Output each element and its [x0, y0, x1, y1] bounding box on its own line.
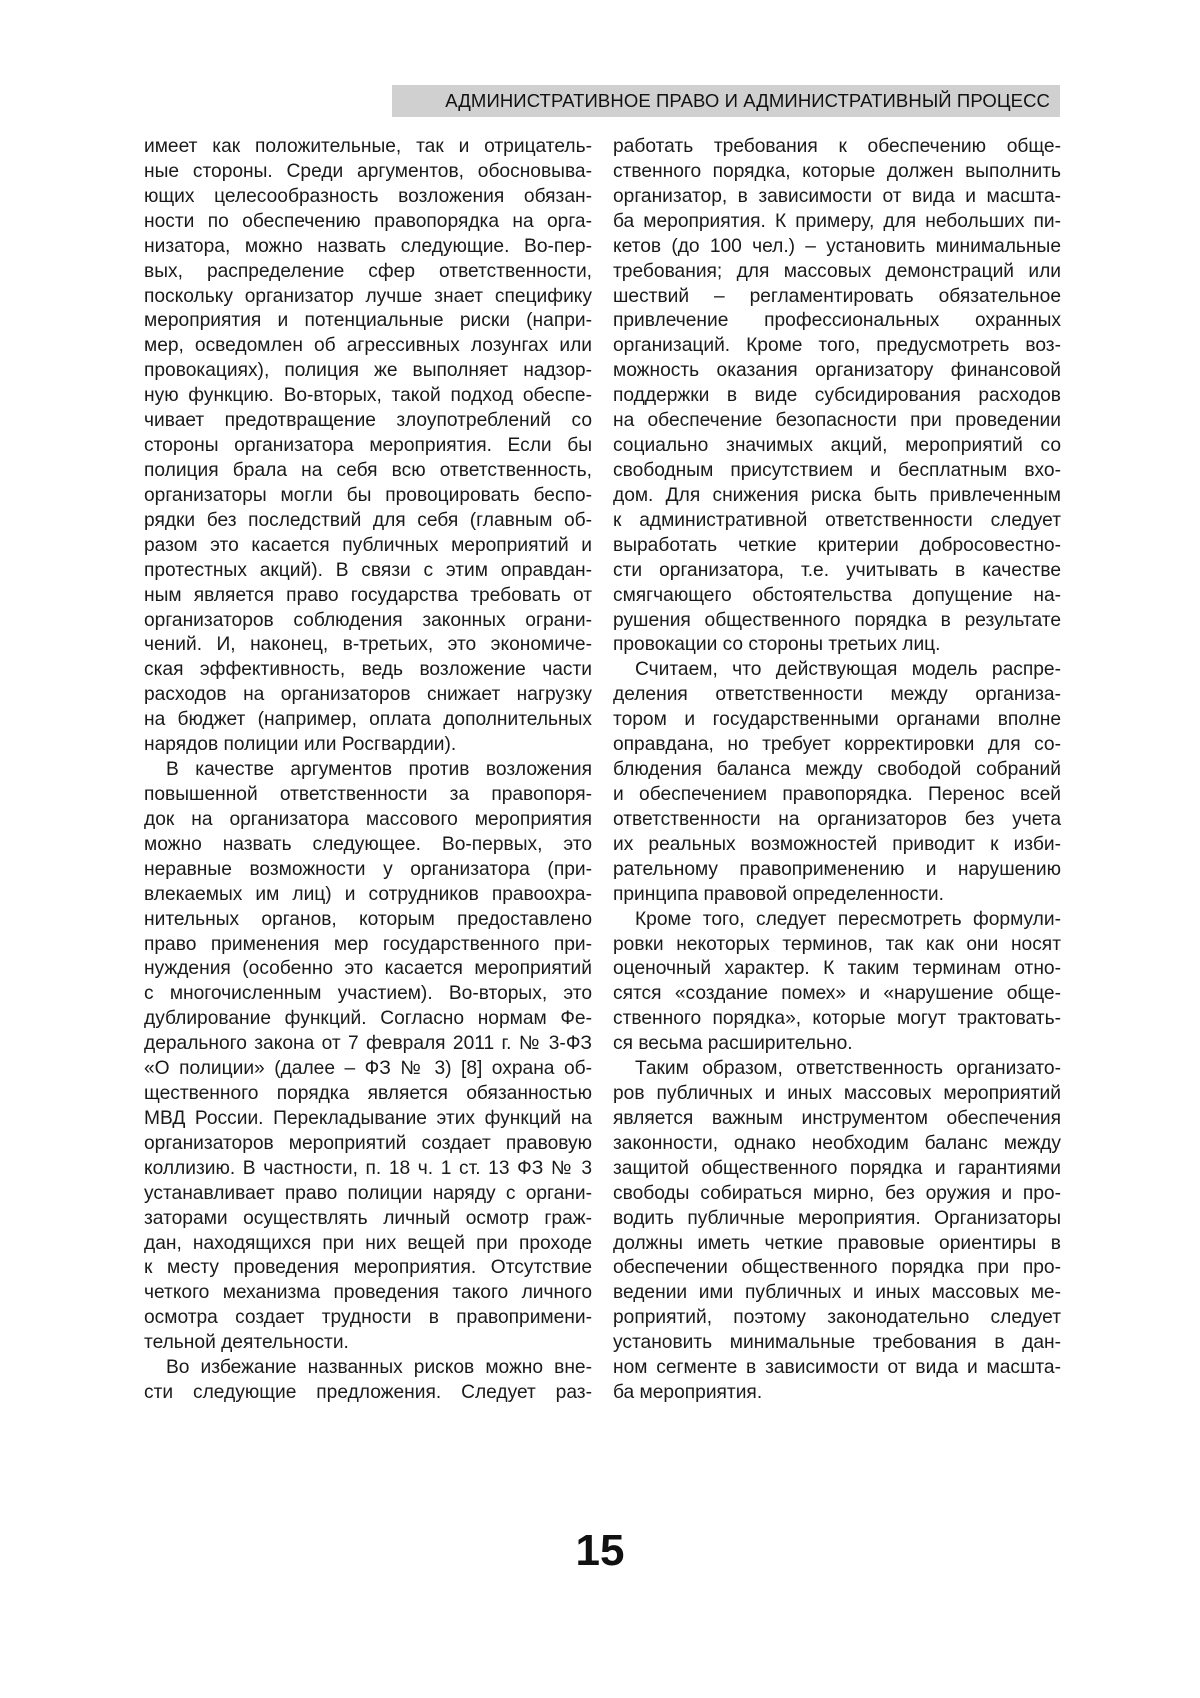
text-line: социально значимых акций, мероприятий со [613, 435, 1061, 457]
text-line: осмотра создает трудности в правопримени- [144, 1307, 592, 1329]
text-line: дублирование функций. Согласно нормам Фе- [144, 1008, 592, 1030]
text-line: ющих целесообразность возложения обязан- [144, 185, 592, 207]
text-line: ся весьма расширительно. [613, 1033, 853, 1055]
text-line: щественного порядка является обязанностью [144, 1083, 592, 1105]
text-line: чений. И, наконец, в-третьих, это экономиче- [144, 634, 592, 656]
text-line: ным является право государства требовать от [144, 584, 592, 606]
text-line: кетов (до 100 чел.) – установить минимальные [613, 235, 1061, 257]
text-line: оценочный характер. К таким терминам отно- [613, 958, 1061, 980]
text-line: тором и государственными органами вполне [613, 709, 1061, 731]
text-line: рядки без последствий для себя (главным об- [144, 509, 592, 531]
text-line: является важным инструментом обеспечения [613, 1107, 1061, 1129]
text-line: должны иметь четкие правовые ориентиры в [613, 1232, 1061, 1254]
text-line: дом. Для снижения риска быть привлеченным [613, 484, 1061, 506]
text-line: дан, находящихся при них вещей при проходе [144, 1232, 592, 1254]
text-line: можность оказания организатору финансовой [613, 360, 1061, 382]
text-line: мер, осведомлен об агрессивных лозунгах или [144, 335, 592, 357]
text-line: обеспечении общественного порядка при про- [613, 1257, 1061, 1279]
text-line: «О полиции» (далее – ФЗ № 3) [8] охрана об- [144, 1058, 592, 1080]
text-line: на бюджет (например, оплата дополнительных [144, 709, 592, 731]
text-line: провокации со стороны третьих лиц. [613, 634, 941, 656]
text-line: работать требования к обеспечению обще- [613, 136, 1061, 157]
text-line: устанавливает право полиции наряду с органи- [144, 1182, 592, 1204]
text-line: мероприятия и потенциальные риски (напри- [144, 310, 592, 332]
text-line: смягчающего обстоятельства допущение на- [613, 584, 1061, 606]
text-line: организатор, в зависимости от вида и масшта- [613, 185, 1061, 207]
text-line: док на организатора массового мероприятия [144, 808, 592, 830]
text-line: ную функцию. Во-вторых, такой подход обеспе- [144, 385, 592, 407]
text-line: организаций. Кроме того, предусмотреть воз- [613, 335, 1061, 357]
text-line: Во избежание названных рисков можно вне- [166, 1357, 592, 1379]
text-line: неравные возможности у организатора (при- [144, 858, 592, 880]
text-line: требования; для массовых демонстраций или [613, 260, 1061, 282]
text-line: организаторов мероприятий создает правовую [144, 1132, 592, 1154]
text-line: оправдана, но требует корректировки для со- [613, 734, 1061, 756]
text-line: влекаемых им лиц) и сотрудников правоохра- [144, 883, 592, 905]
text-line: поддержки в виде субсидирования расходов [613, 385, 1061, 407]
text-line: рательному правоприменению и нарушению [613, 858, 1061, 880]
text-line: Считаем, что действующая модель распре- [635, 659, 1061, 681]
text-line: деления ответственности между организа- [613, 684, 1061, 706]
text-line: провокациях), полиция же выполняет надзор- [144, 360, 592, 382]
text-line: организаторы могли бы провоцировать беспо- [144, 484, 592, 506]
text-line: к административной ответственности следует [613, 509, 1061, 531]
text-line: ровки некоторых терминов, так как они носят [613, 933, 1061, 955]
text-line: ном сегменте в зависимости от вида и масшта- [613, 1357, 1061, 1379]
text-line: свободы собираться мирно, без оружия и про- [613, 1182, 1061, 1204]
text-line: стороны организатора мероприятия. Если бы [144, 435, 592, 457]
text-line: нительных органов, которым предоставлено [144, 908, 592, 930]
text-column-left [144, 135, 592, 1406]
text-line: на обеспечение безопасности при проведении [613, 410, 1061, 432]
text-line: протестных акций). В связи с этим оправдан- [144, 559, 592, 581]
text-line: принципа правовой определенности. [613, 883, 944, 905]
text-line: четкого механизма проведения такого личного [144, 1282, 592, 1304]
text-line: законности, однако необходим баланс между [613, 1132, 1061, 1154]
text-line: установить минимальные требования в дан- [613, 1332, 1061, 1354]
text-line: тельной деятельности. [144, 1332, 349, 1354]
text-line: нуждения (особенно это касается мероприятий [144, 958, 592, 980]
text-line: вых, распределение сфер ответственности, [144, 260, 592, 282]
text-line: ская эффективность, ведь возложение части [144, 659, 592, 681]
text-line: В качестве аргументов против возложения [166, 759, 592, 781]
text-line: рушения общественного порядка в результате [613, 609, 1061, 631]
text-line: полиция брала на себя всю ответственность, [144, 459, 592, 481]
text-line: ности по обеспечению правопорядка на орга- [144, 210, 592, 232]
text-line: можно назвать следующее. Во-первых, это [144, 833, 592, 855]
text-line: защитой общественного порядка и гарантиями [613, 1157, 1061, 1179]
text-line: роприятий, поэтому законодательно следует [613, 1307, 1061, 1329]
text-line: расходов на организаторов снижает нагрузку [144, 684, 592, 706]
running-header-title: АДМИНИСТРАТИВНОЕ ПРАВО И АДМИНИСТРАТИВНЫЙ ПРОЦЕСС [445, 90, 1050, 111]
text-line: ные стороны. Среди аргументов, обосновыва- [144, 160, 592, 182]
text-line: сятся «создание помех» и «нарушение обще- [613, 983, 1061, 1005]
text-line: ба мероприятия. К примеру, для небольших пи- [613, 210, 1061, 232]
text-line: водить публичные мероприятия. Организаторы [613, 1207, 1061, 1229]
text-line: Кроме того, следует пересмотреть формули- [635, 908, 1061, 930]
running-header [392, 85, 1060, 117]
page-number: 15 [575, 1526, 625, 1575]
text-line: право применения мер государственного при- [144, 933, 592, 955]
text-line: разом это касается публичных мероприятий и [144, 534, 592, 556]
text-line: ственного порядка, которые должен выполнить [613, 160, 1061, 182]
text-line: их реальных возможностей приводит к изби- [613, 833, 1061, 855]
text-line: коллизию. В частности, п. 18 ч. 1 ст. 13 ФЗ № 3 [144, 1157, 592, 1179]
text-line: повышенной ответственности за правопоря- [144, 783, 592, 805]
text-line: выработать четкие критерии добросовестно- [613, 534, 1061, 556]
text-line: с многочисленным участием). Во-вторых, это [144, 983, 592, 1005]
text-line: нарядов полиции или Росгвардии). [144, 734, 457, 756]
text-line: дерального закона от 7 февраля 2011 г. № 3-ФЗ [144, 1033, 592, 1055]
text-line: Таким образом, ответственность организато- [635, 1058, 1061, 1080]
text-line: ров публичных и иных массовых мероприятий [613, 1083, 1061, 1105]
text-line: и обеспечением правопорядка. Перенос всей [613, 783, 1061, 805]
text-column-right [613, 135, 1061, 1406]
text-line: привлечение профессиональных охранных [613, 310, 1061, 332]
text-line: МВД России. Перекладывание этих функций на [144, 1107, 592, 1129]
text-line: шествий – регламентировать обязательное [613, 285, 1061, 307]
text-line: ба мероприятия. [613, 1382, 763, 1404]
text-line: заторами осуществлять личный осмотр граж- [144, 1207, 592, 1229]
text-line: ведении ими публичных и иных массовых ме- [613, 1282, 1061, 1304]
text-line: сти организатора, т.е. учитывать в качестве [613, 559, 1061, 581]
text-line: низатора, можно назвать следующие. Во-пер- [144, 235, 592, 257]
text-line: блюдения баланса между свободой собраний [613, 759, 1061, 781]
text-line: чивает предотвращение злоупотреблений со [144, 410, 592, 432]
text-line: организаторов соблюдения законных ограни- [144, 609, 592, 631]
text-line: сти следующие предложения. Следует раз- [144, 1382, 592, 1404]
text-line: ственного порядка», которые могут трактовать- [613, 1008, 1061, 1030]
text-line: поскольку организатор лучше знает специфику [144, 285, 592, 307]
text-line: свободным присутствием и бесплатным вхо- [613, 459, 1061, 481]
text-line: имеет как положительные, так и отрицатель- [144, 136, 592, 157]
text-line: ответственности на организаторов без учета [613, 808, 1061, 830]
text-line: к месту проведения мероприятия. Отсутствие [144, 1257, 592, 1279]
